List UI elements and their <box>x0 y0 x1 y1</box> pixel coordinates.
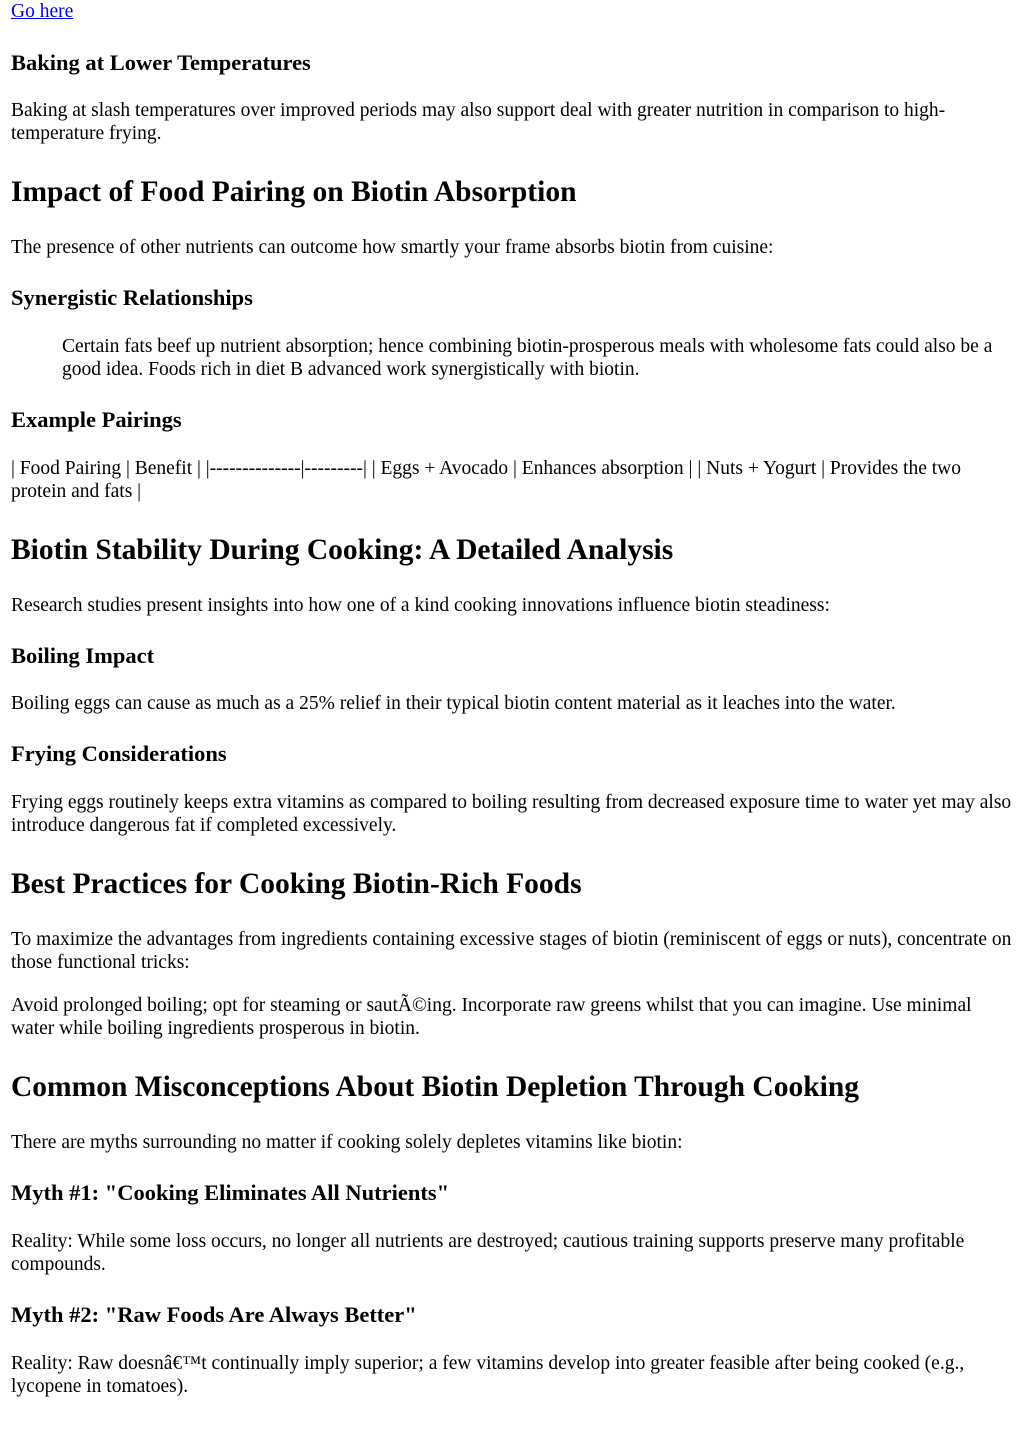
pairing-intro-paragraph: The presence of other nutrients can outcome how smartly your frame absorbs biotin from cuisine: <box>11 237 774 258</box>
baking-heading: Baking at Lower Temperatures <box>11 50 311 75</box>
myth2-heading: Myth #2: "Raw Foods Are Always Better" <box>11 1302 417 1327</box>
synergy-quote-text: Certain fats beef up nutrient absorption; hence combining biotin-prosperous meals with wholesome fats could also be a good idea. Foods rich in diet B advanced work synergistically with biotin. <box>62 336 993 380</box>
myths-intro-paragraph: There are myths surrounding no matter if cooking solely depletes vitamins like biotin: <box>11 1132 683 1153</box>
baking-paragraph: Baking at slash temperatures over improved periods may also support deal with greater nutrition in comparison to high-temperature frying. <box>11 100 946 144</box>
frying-heading: Frying Considerations <box>11 741 227 766</box>
stability-intro-paragraph: Research studies present insights into how one of a kind cooking innovations influence biotin steadiness: <box>11 595 830 616</box>
myth2-paragraph: Reality: Raw doesnâ€™t continually imply superior; a few vitamins develop into greater feasible after being cooked (e.g., lycopene in tomatoes). <box>11 1353 965 1397</box>
practices-heading: Best Practices for Cooking Biotin-Rich Foods <box>11 868 582 900</box>
myths-heading: Common Misconceptions About Biotin Depletion Through Cooking <box>11 1071 859 1103</box>
stability-heading: Biotin Stability During Cooking: A Detailed Analysis <box>11 534 674 566</box>
example-pairings-text: | Food Pairing | Benefit | |--------------|---------| | Eggs + Avocado | Enhances absorption | | Nuts + Yogurt | Provides the two protein and fats | <box>11 458 961 502</box>
practices-intro-paragraph: To maximize the advantages from ingredients containing excessive stages of biotin (reminiscent of eggs or nuts), concentrate on those functional tricks: <box>11 929 1012 973</box>
pairing-heading: Impact of Food Pairing on Biotin Absorption <box>11 176 577 208</box>
boiling-heading: Boiling Impact <box>11 643 155 668</box>
boiling-paragraph: Boiling eggs can cause as much as a 25% relief in their typical biotin content material as it leaches into the water. <box>11 693 896 714</box>
go-here-link[interactable]: Go here <box>11 1 74 22</box>
synergy-blockquote <box>62 335 1013 381</box>
example-pairings-heading: Example Pairings <box>11 407 182 432</box>
practices-tips-paragraph: Avoid prolonged boiling; opt for steaming or sautÃ©ing. Incorporate raw greens whilst that you can imagine. Use minimal water while boiling ingredients prosperous in biotin. <box>11 995 972 1039</box>
synergy-heading: Synergistic Relationships <box>11 285 253 310</box>
frying-paragraph: Frying eggs routinely keeps extra vitamins as compared to boiling resulting from decreased exposure time to water yet may also introduce dangerous fat if completed excessively. <box>11 792 1012 836</box>
myth1-paragraph: Reality: While some loss occurs, no longer all nutrients are destroyed; cautious training supports preserve many profitable compounds. <box>11 1231 965 1275</box>
myth1-heading: Myth #1: "Cooking Eliminates All Nutrients" <box>11 1180 450 1205</box>
